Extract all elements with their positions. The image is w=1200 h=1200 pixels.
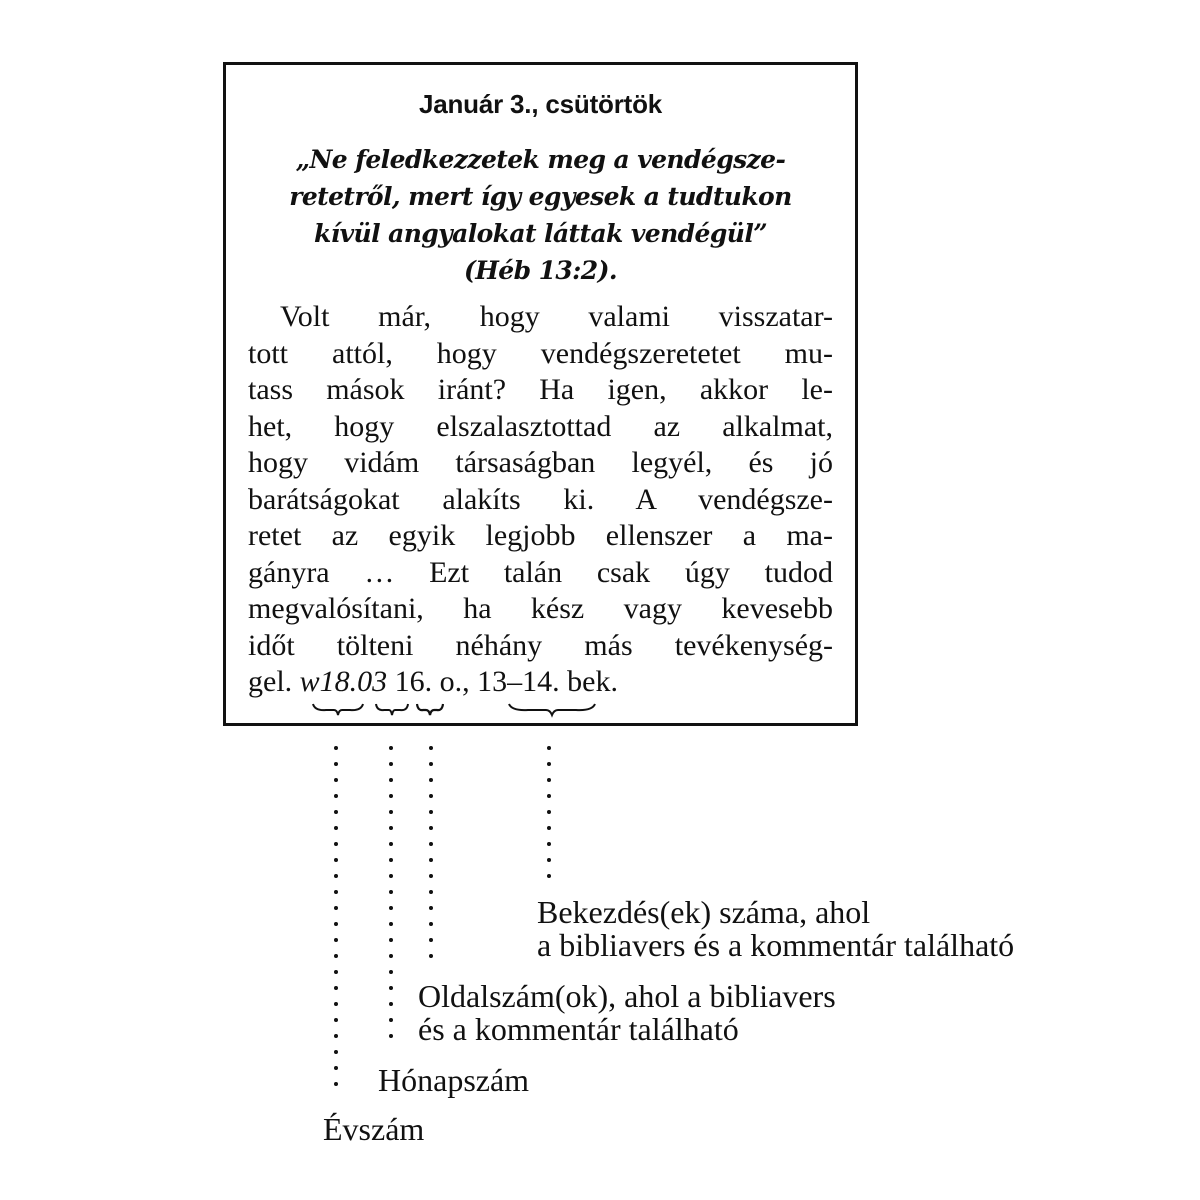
body-line: időt tölteni néhány más tevékenység- [248,628,833,662]
leader-dot [389,746,393,750]
leader-dot [389,1018,393,1022]
leader-dot [334,1066,338,1070]
leader-dot [429,858,433,862]
body-line: retet az egyik legjobb ellenszer a ma- [248,519,833,552]
brace-page-icon [416,702,444,718]
leader-dot [334,842,338,846]
leader-dot [389,810,393,814]
leader-dot [547,858,551,862]
leader-dot [334,762,338,766]
leader-dot [429,810,433,814]
leader-dot [429,842,433,846]
leader-dot [389,826,393,830]
label-paragraphs [537,896,1014,962]
leader-dot [429,922,433,926]
leader-dot [334,1018,338,1022]
scripture-quote [246,141,835,289]
leader-dot [334,1082,338,1086]
leader-dot [334,794,338,798]
leader-dot [429,954,433,958]
leader-dot [389,970,393,974]
leader-dot [389,874,393,878]
leader-year [334,746,338,1098]
leader-dot [547,762,551,766]
leader-dot [334,778,338,782]
leader-dot [389,938,393,942]
leader-dot [334,890,338,894]
leader-dot [429,794,433,798]
verse-line: retetről, mert így egyesek a tudtukon [289,182,792,211]
body-line: tott attól, hogy vendégszeretetet mu- [248,336,833,370]
leader-dot [334,858,338,862]
leader-dot [547,810,551,814]
leader-dot [389,1002,393,1006]
leader-dot [547,826,551,830]
reference-suffix: . bek. [552,665,618,698]
brace-year-icon [312,702,364,718]
leader-dot [429,906,433,910]
leader-dot [389,906,393,910]
leader-dot [547,794,551,798]
leader-dot [334,1002,338,1006]
leader-dot [334,906,338,910]
commentary-paragraph [248,299,833,701]
label-pages [418,980,836,1046]
leader-dot [429,938,433,942]
leader-dot [429,826,433,830]
brace-paragraphs-icon [508,702,596,718]
body-line: tass mások iránt? Ha igen, akkor le- [248,373,833,406]
verse-line: „Ne feledkezzetek meg a vendégsze- [295,145,786,174]
brace-month-icon [375,702,409,718]
label-paragraphs-line: Bekezdés(ek) száma, ahol [537,894,871,930]
leader-dot [334,810,338,814]
leader-paragraphs [547,746,551,890]
leader-dot [334,1050,338,1054]
date-heading: Január 3., csütörtök [418,89,663,119]
leader-dot [334,746,338,750]
leader-dot [429,890,433,894]
label-paragraphs-line: a bibliavers és a kommentár található [537,927,1015,963]
leader-dot [334,1034,338,1038]
leader-dot [547,746,551,750]
reference-page: 16 [394,665,425,698]
leader-page [429,746,433,970]
leader-dot [334,826,338,830]
leader-dot [389,954,393,958]
leader-dot [429,762,433,766]
reference-mid: . o., [424,665,478,698]
reference-year: w18 [299,665,350,698]
leader-dot [334,954,338,958]
leader-dot [334,874,338,878]
leader-dot [429,778,433,782]
verse-citation: (Héb 13:2). [464,256,617,285]
leader-dot [429,746,433,750]
body-line: barátságokat alakíts ki. A vendégsze- [248,482,833,516]
leader-dot [389,842,393,846]
body-line: het, hogy elszalasztottad az alkalmat, [248,409,833,443]
label-pages-line: Oldalszám(ok), ahol a bibliavers [418,978,836,1014]
leader-dot [547,778,551,782]
leader-dot [334,938,338,942]
label-year: Évszám [323,1111,425,1147]
reference-line [248,664,833,701]
verse-line: kívül angyalokat láttak vendégül” [314,219,767,248]
reference-prefix: gel. [248,665,300,698]
leader-month [389,746,393,1050]
label-pages-line: és a kommentár található [418,1011,739,1047]
leader-dot [547,874,551,878]
leader-dot [389,1034,393,1038]
label-month: Hónapszám [378,1062,530,1098]
leader-dot [389,890,393,894]
body-line: megvalósítani, ha kész vagy kevesebb [248,592,833,625]
leader-dot [334,922,338,926]
daily-text-box [223,62,858,726]
leader-dot [389,986,393,990]
reference-paragraphs: 13–14 [477,665,553,698]
body-line: hogy vidám társaságban legyél, és jó [248,446,833,479]
leader-dot [389,922,393,926]
leader-dot [389,762,393,766]
leader-dot [334,986,338,990]
leader-dot [547,842,551,846]
leader-dot [389,778,393,782]
leader-dot [389,858,393,862]
leader-dot [334,970,338,974]
body-line: Volt már, hogy valami visszatar- [280,300,833,333]
body-line: gányra … Ezt talán csak úgy tudod [248,555,833,589]
reference-month: .03 [349,665,388,698]
leader-dot [389,794,393,798]
leader-dot [429,874,433,878]
